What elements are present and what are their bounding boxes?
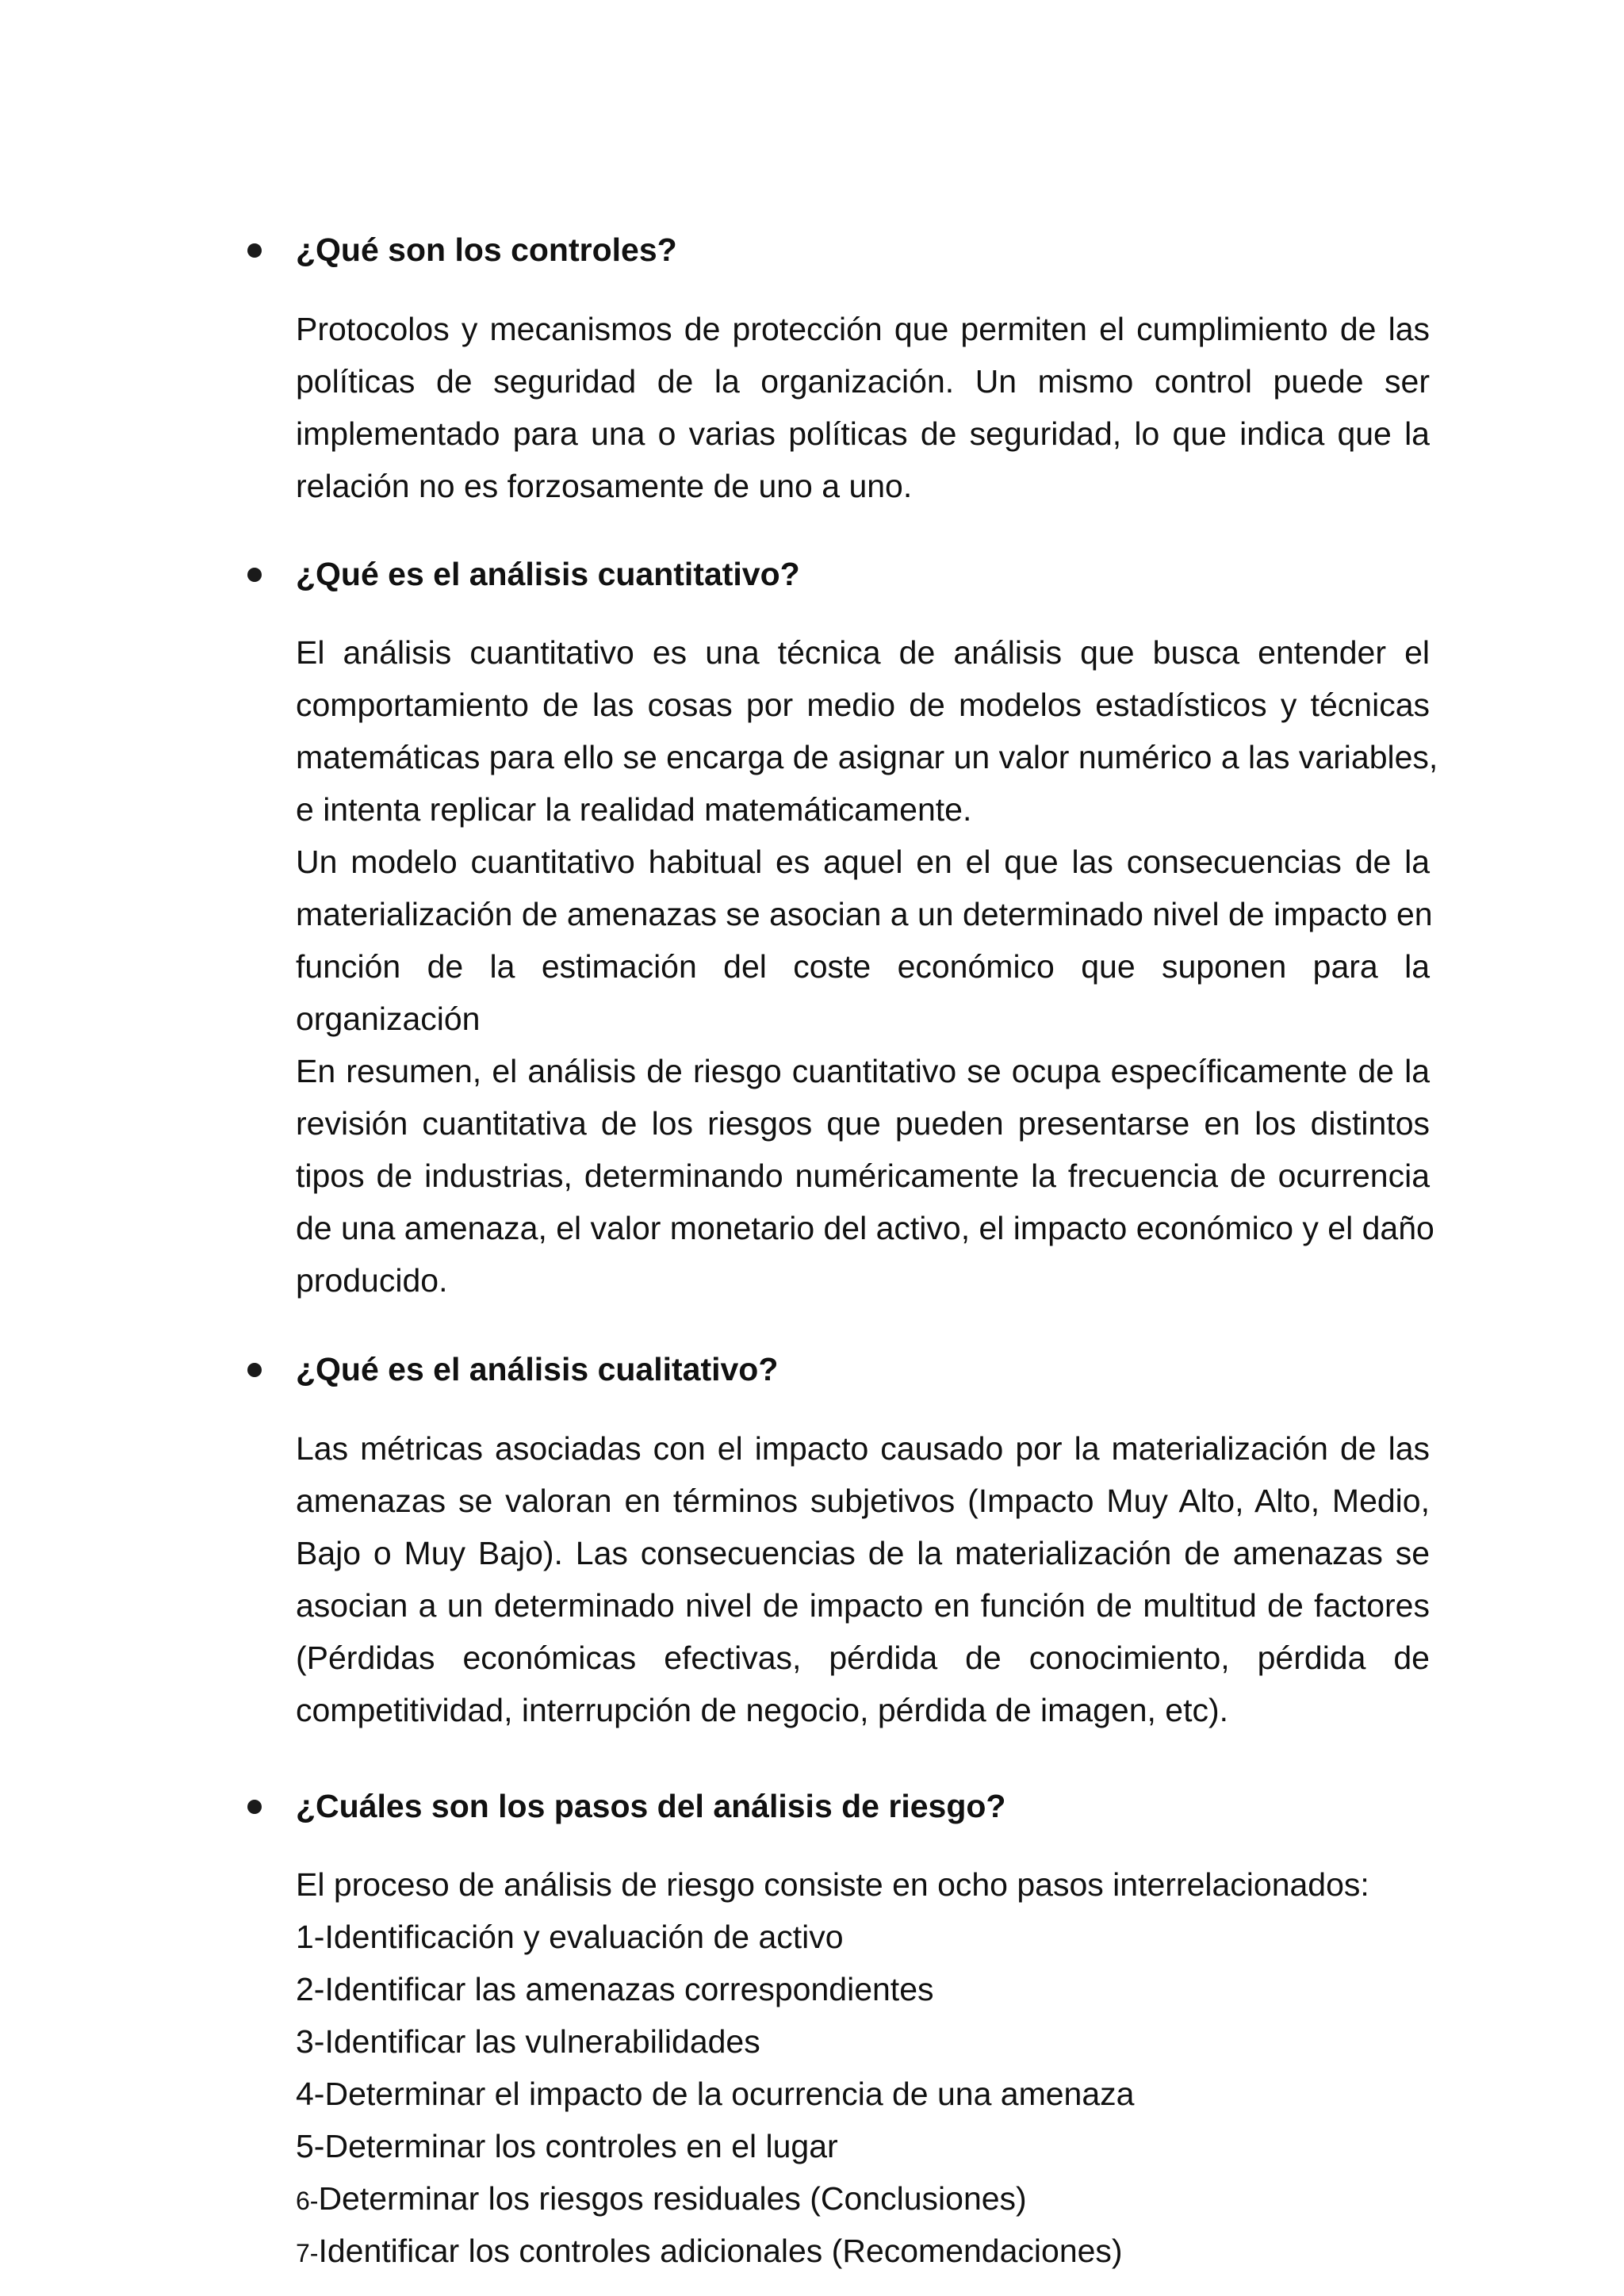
- step-number: 3-: [296, 2023, 325, 2060]
- steps-list: [296, 1911, 1430, 2277]
- text-line: comportamiento de las cosas por medio de modelos estadísticos y técnicas: [296, 687, 1430, 723]
- bullet-icon: [247, 568, 262, 582]
- text-line: políticas de seguridad de la organización. Un mismo control puede ser: [296, 363, 1430, 400]
- text-line: Un modelo cuantitativo habitual es aquel en el que las consecuencias de la: [296, 844, 1430, 880]
- step-text: Determinar el impacto de la ocurrencia de una amenaza: [324, 2076, 1135, 2112]
- text-line: El análisis cuantitativo es una técnica de análisis que busca entender el: [296, 634, 1430, 671]
- question-heading: ¿Qué son los controles?: [296, 232, 677, 268]
- text-line: relación no es forzosamente de uno a uno.: [296, 468, 913, 504]
- question-heading: ¿Qué es el análisis cualitativo?: [296, 1351, 779, 1387]
- answer-paragraph: [296, 1422, 1430, 1736]
- text-line: organización: [296, 1001, 481, 1037]
- step-text: Identificación y evaluación de activo: [324, 1919, 844, 1955]
- text-line: revisión cuantitativa de los riesgos que pueden presentarse en los distintos: [296, 1105, 1430, 1142]
- answer-paragraph: [296, 836, 1433, 1045]
- text-line: matemáticas para ello se encarga de asignar un valor numérico a las variables,: [296, 739, 1438, 775]
- step-text: Identificar las amenazas correspondientes: [324, 1971, 934, 2007]
- step-number: 1-: [296, 1919, 325, 1955]
- answer-paragraph: [296, 626, 1438, 836]
- text-line: amenazas se valoran en términos subjetivos (Impacto Muy Alto, Alto, Medio,: [296, 1483, 1430, 1519]
- list-item: [296, 2068, 1430, 2120]
- answer-paragraph: [296, 303, 1430, 512]
- text-line: asocian a un determinado nivel de impacto en función de multitud de factores: [296, 1587, 1430, 1624]
- text-line: materialización de amenazas se asocian a un determinado nivel de impacto en: [296, 896, 1433, 932]
- question-heading: ¿Cuáles son los pasos del análisis de riesgo?: [296, 1788, 1006, 1824]
- bullet-icon: [247, 243, 262, 258]
- bullet-icon: [247, 1363, 262, 1377]
- text-line: tipos de industrias, determinando numéricamente la frecuencia de ocurrencia: [296, 1158, 1430, 1194]
- answer-paragraph: [296, 1045, 1434, 1307]
- text-line: En resumen, el análisis de riesgo cuantitativo se ocupa específicamente de la: [296, 1053, 1430, 1089]
- step-number: 5-: [296, 2128, 325, 2164]
- step-text: Determinar los controles en el lugar: [324, 2128, 838, 2164]
- text-line: de una amenaza, el valor monetario del activo, el impacto económico y el daño: [296, 1210, 1434, 1246]
- text-line: producido.: [296, 1262, 448, 1299]
- list-item: [296, 2172, 1430, 2225]
- text-line: El proceso de análisis de riesgo consiste en ocho pasos interrelacionados:: [296, 1866, 1369, 1903]
- step-number: 2-: [296, 1971, 325, 2007]
- step-number: 6-: [296, 2187, 319, 2215]
- text-line: Bajo o Muy Bajo). Las consecuencias de la materialización de amenazas se: [296, 1535, 1430, 1571]
- step-number: 7-: [296, 2239, 319, 2267]
- bullet-icon: [247, 1800, 262, 1814]
- text-line: función de la estimación del coste económico que suponen para la: [296, 948, 1430, 985]
- text-line: Protocolos y mecanismos de protección que permiten el cumplimiento de las: [296, 311, 1430, 347]
- text-line: competitividad, interrupción de negocio, pérdida de imagen, etc).: [296, 1692, 1229, 1728]
- step-text: Identificar las vulnerabilidades: [324, 2023, 760, 2060]
- step-number: 4-: [296, 2076, 325, 2112]
- list-item: [296, 1911, 1430, 1963]
- text-line: Las métricas asociadas con el impacto causado por la materialización de las: [296, 1430, 1430, 1467]
- list-item: [296, 2120, 1430, 2172]
- text-line: implementado para una o varias políticas de seguridad, lo que indica que la: [296, 415, 1430, 452]
- text-line: (Pérdidas económicas efectivas, pérdida de conocimiento, pérdida de: [296, 1640, 1430, 1676]
- text-line: e intenta replicar la realidad matemáticamente.: [296, 791, 972, 828]
- steps-intro: [296, 1858, 1430, 1911]
- question-heading: ¿Qué es el análisis cuantitativo?: [296, 556, 800, 592]
- step-text: Determinar los riesgos residuales (Conclusiones): [318, 2180, 1027, 2217]
- list-item: [296, 1963, 1430, 2015]
- list-item: [296, 2015, 1430, 2068]
- list-item: [296, 2225, 1430, 2277]
- step-text: Identificar los controles adicionales (Recomendaciones): [318, 2233, 1123, 2269]
